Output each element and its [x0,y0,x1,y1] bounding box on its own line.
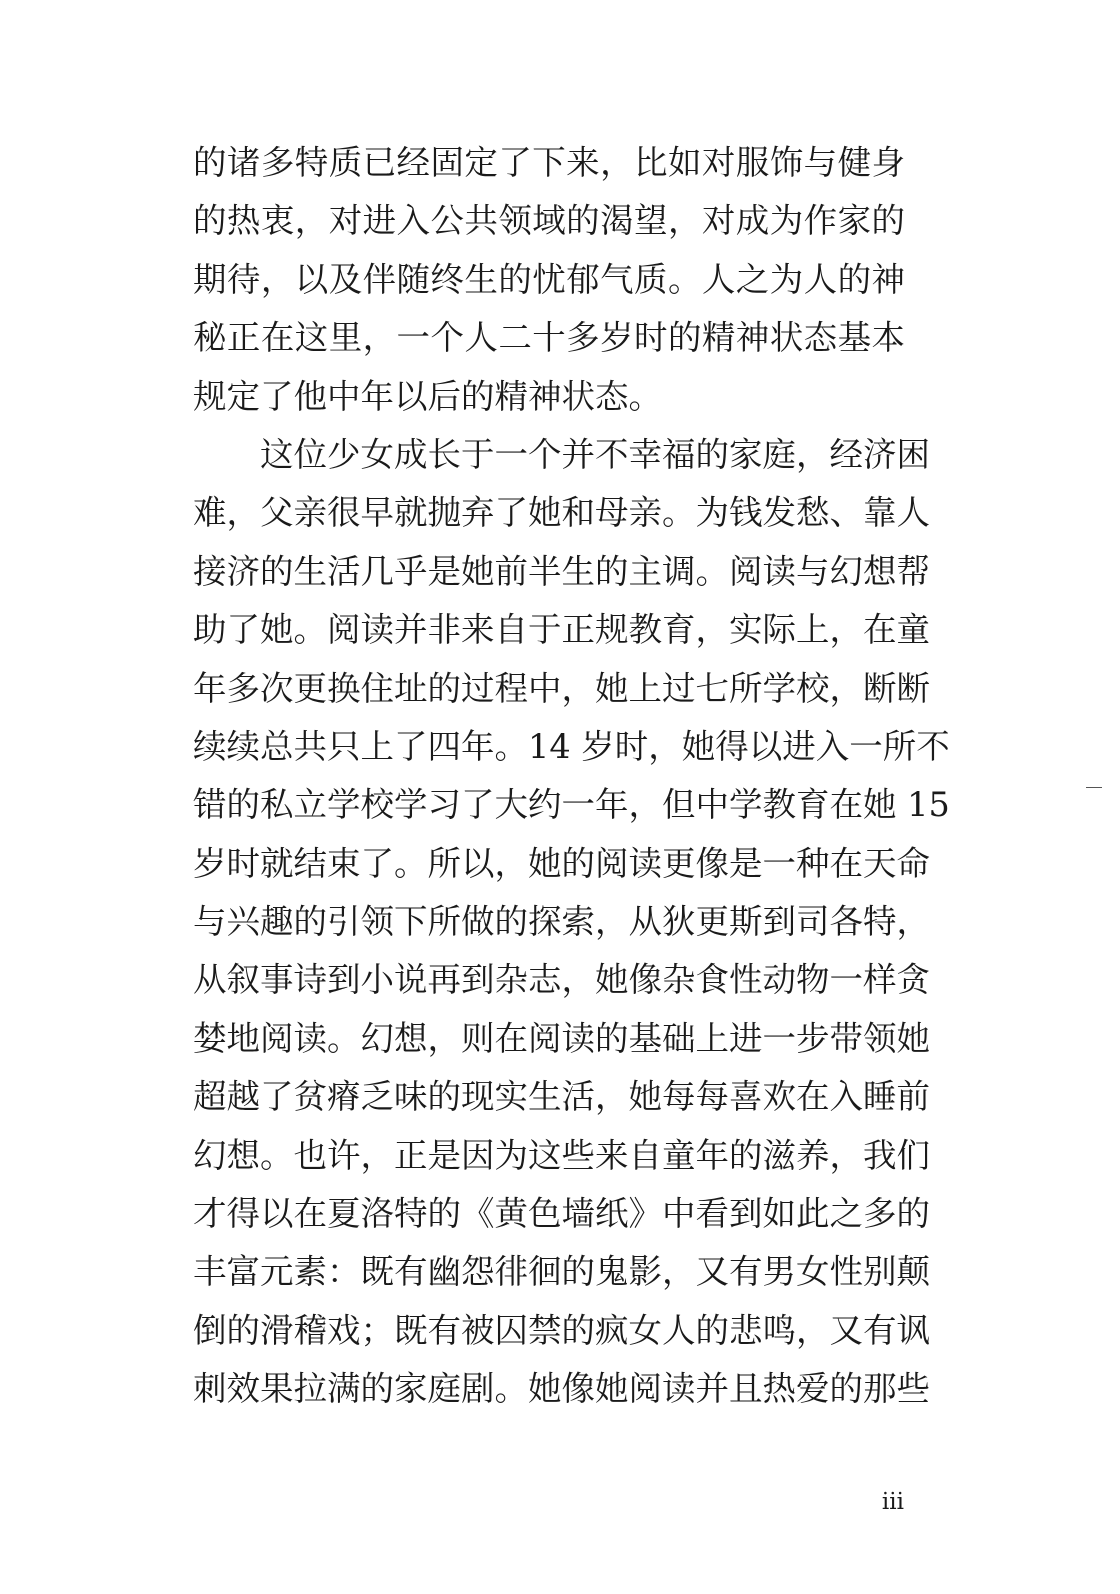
text-line: 错的私立学校学习了大约一年，但中学教育在她 15 [193,785,950,825]
text-line: 的热衷，对进入公共领域的渴望，对成为作家的 [193,201,905,241]
text-line: 婪地阅读。幻想，则在阅读的基础上进一步带领她 [193,1018,930,1058]
text-line: 岁时就结束了。所以，她的阅读更像是一种在天命 [193,843,930,883]
margin-tick-mark [1086,787,1102,788]
text-line: 刺效果拉满的家庭剧。她像她阅读并且热爱的那些 [193,1369,930,1409]
text-line: 从叙事诗到小说再到杂志，她像杂食性动物一样贪 [193,960,930,1000]
text-line: 难，父亲很早就抛弃了她和母亲。为钱发愁、靠人 [193,493,930,533]
text-line: 才得以在夏洛特的《黄色墙纸》中看到如此之多的 [193,1194,930,1234]
text-line: 秘正在这里，一个人二十多岁时的精神状态基本 [193,318,905,358]
text-line: 与兴趣的引领下所做的探索，从狄更斯到司各特， [193,902,930,942]
paragraph-first-line: 这位少女成长于一个并不幸福的家庭，经济困 [260,434,930,474]
text-line: 续续总共只上了四年。14 岁时，她得以进入一所不 [193,726,950,766]
body-text [193,134,950,1419]
text-line: 期待，以及伴随终生的忧郁气质。人之为人的神 [193,259,905,299]
text-line: 规定了他中年以后的精神状态。 [193,376,662,416]
text-line: 接济的生活几乎是她前半生的主调。阅读与幻想帮 [193,551,930,591]
text-line: 丰富元素：既有幽怨徘徊的鬼影，又有男女性别颠 [193,1252,930,1292]
text-line: 助了她。阅读并非来自于正规教育，实际上，在童 [193,610,930,650]
text-line: 的诸多特质已经固定了下来，比如对服饰与健身 [193,143,905,182]
text-line: 年多次更换住址的过程中，她上过七所学校，断断 [193,668,930,708]
text-line: 幻想。也许，正是因为这些来自童年的滋养，我们 [193,1135,930,1175]
text-line: 倒的滑稽戏；既有被囚禁的疯女人的悲鸣，又有讽 [193,1310,930,1350]
text-line: 超越了贫瘠乏味的现实生活，她每每喜欢在入睡前 [193,1077,930,1117]
page-number: iii [881,1489,904,1515]
